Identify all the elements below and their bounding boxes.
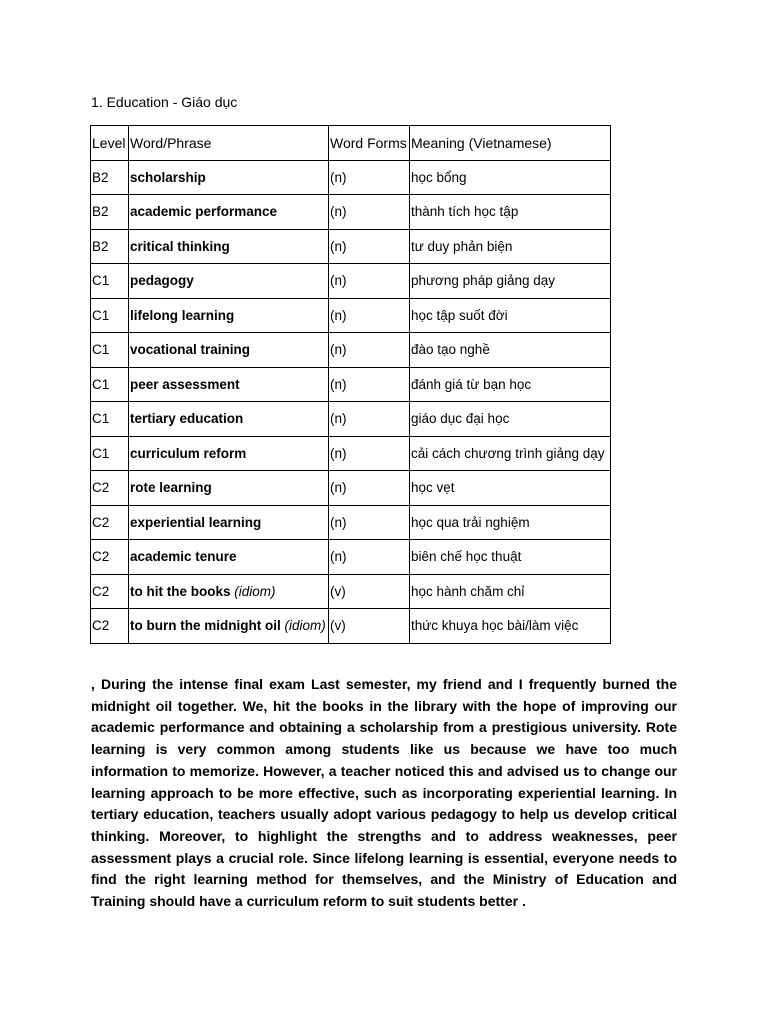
- table-row: [91, 264, 611, 299]
- word-phrase-text: vocational training: [130, 342, 251, 358]
- vocabulary-table: [90, 125, 611, 644]
- level-cell: C2: [91, 505, 129, 540]
- level-cell: B2: [91, 195, 129, 230]
- word-phrase-cell: [129, 264, 329, 299]
- word-phrase-text: curriculum reform: [130, 445, 247, 461]
- meaning-cell: đào tạo nghề: [410, 333, 611, 368]
- word-phrase-text: pedagogy: [130, 273, 194, 289]
- word-phrase-cell: [129, 298, 329, 333]
- header-level: Level: [91, 126, 129, 161]
- word-phrase-cell: [129, 574, 329, 609]
- word-phrase-cell: [129, 229, 329, 264]
- meaning-cell: đánh giá từ bạn học: [410, 367, 611, 402]
- word-form-cell: (n): [329, 264, 410, 299]
- section-heading: 1. Education - Giáo dục: [91, 94, 238, 110]
- word-phrase-text: to burn the midnight oil: [130, 618, 281, 634]
- word-form-cell: (n): [329, 367, 410, 402]
- word-form-cell: (n): [329, 195, 410, 230]
- table-row: [91, 471, 611, 506]
- word-form-cell: (n): [329, 505, 410, 540]
- word-phrase-cell: [129, 540, 329, 575]
- table-body: [91, 160, 611, 643]
- word-phrase-cell: [129, 402, 329, 437]
- level-cell: C1: [91, 436, 129, 471]
- word-phrase-text: lifelong learning: [130, 307, 235, 323]
- table-row: [91, 229, 611, 264]
- level-cell: C1: [91, 367, 129, 402]
- word-phrase-text: academic tenure: [130, 549, 237, 565]
- meaning-cell: tư duy phản biện: [410, 229, 611, 264]
- level-cell: C1: [91, 402, 129, 437]
- word-form-cell: (n): [329, 402, 410, 437]
- word-phrase-text: rote learning: [130, 480, 212, 496]
- table-row: [91, 574, 611, 609]
- word-phrase-cell: [129, 195, 329, 230]
- word-phrase-cell: [129, 505, 329, 540]
- meaning-cell: phương pháp giảng dạy: [410, 264, 611, 299]
- level-cell: C2: [91, 574, 129, 609]
- word-form-cell: (n): [329, 333, 410, 368]
- table-row: [91, 195, 611, 230]
- word-phrase-text: to hit the books: [130, 583, 231, 599]
- meaning-cell: học vẹt: [410, 471, 611, 506]
- idiom-tag: (idiom): [284, 618, 326, 634]
- header-word-phrase: Word/Phrase: [129, 126, 329, 161]
- word-phrase-cell: [129, 333, 329, 368]
- level-cell: B2: [91, 160, 129, 195]
- word-form-cell: (v): [329, 574, 410, 609]
- word-form-cell: (n): [329, 229, 410, 264]
- word-phrase-text: academic performance: [130, 204, 278, 220]
- word-phrase-cell: [129, 436, 329, 471]
- meaning-cell: học hành chăm chỉ: [410, 574, 611, 609]
- table-row: [91, 402, 611, 437]
- table-row: [91, 609, 611, 644]
- meaning-cell: học qua trải nghiệm: [410, 505, 611, 540]
- meaning-cell: giáo dục đại học: [410, 402, 611, 437]
- level-cell: C2: [91, 609, 129, 644]
- word-phrase-text: scholarship: [130, 169, 206, 185]
- word-phrase-cell: [129, 471, 329, 506]
- example-paragraph: , During the intense final exam Last semester, my friend and I frequently burned the midnight oil together. We, hit the books in the library with the hope of improving our academic performance and obtaining a scholarship from a prestigious university. Rote learning is very common among students like us because we have too much information to memorize. However, a teacher noticed this and advised us to change our learning approach to be more effective, such as incorporating experiential learning. In tertiary education, teachers usually adopt various pedagogy to help us develop critical thinking. Moreover, to highlight the strengths and to address weaknesses, peer assessment plays a crucial role. Since lifelong learning is essential, everyone needs to find the right learning method for themselves, and the Ministry of Education and Training should have a curriculum reform to suit students better .: [91, 676, 677, 910]
- level-cell: C1: [91, 298, 129, 333]
- word-form-cell: (n): [329, 540, 410, 575]
- table-row: [91, 298, 611, 333]
- word-phrase-text: tertiary education: [130, 411, 244, 427]
- header-meaning: Meaning (Vietnamese): [410, 126, 611, 161]
- word-phrase-cell: [129, 609, 329, 644]
- level-cell: C2: [91, 471, 129, 506]
- word-form-cell: (n): [329, 160, 410, 195]
- meaning-cell: thành tích học tập: [410, 195, 611, 230]
- word-form-cell: (n): [329, 436, 410, 471]
- header-word-forms: Word Forms: [329, 126, 410, 161]
- table-row: [91, 436, 611, 471]
- meaning-cell: học tập suốt đời: [410, 298, 611, 333]
- meaning-cell: học bổng: [410, 160, 611, 195]
- table-header-row: [91, 126, 611, 161]
- word-form-cell: (n): [329, 471, 410, 506]
- word-phrase-cell: [129, 160, 329, 195]
- level-cell: C1: [91, 333, 129, 368]
- word-form-cell: (n): [329, 298, 410, 333]
- table-row: [91, 367, 611, 402]
- idiom-tag: (idiom): [234, 583, 276, 599]
- table-row: [91, 333, 611, 368]
- level-cell: C1: [91, 264, 129, 299]
- word-phrase-text: critical thinking: [130, 238, 230, 254]
- table-row: [91, 540, 611, 575]
- meaning-cell: cải cách chương trình giảng dạy: [410, 436, 611, 471]
- word-phrase-text: experiential learning: [130, 514, 262, 530]
- word-phrase-cell: [129, 367, 329, 402]
- level-cell: C2: [91, 540, 129, 575]
- table-row: [91, 505, 611, 540]
- table-row: [91, 160, 611, 195]
- meaning-cell: biên chế học thuật: [410, 540, 611, 575]
- word-form-cell: (v): [329, 609, 410, 644]
- level-cell: B2: [91, 229, 129, 264]
- meaning-cell: thức khuya học bài/làm việc: [410, 609, 611, 644]
- word-phrase-text: peer assessment: [130, 376, 240, 392]
